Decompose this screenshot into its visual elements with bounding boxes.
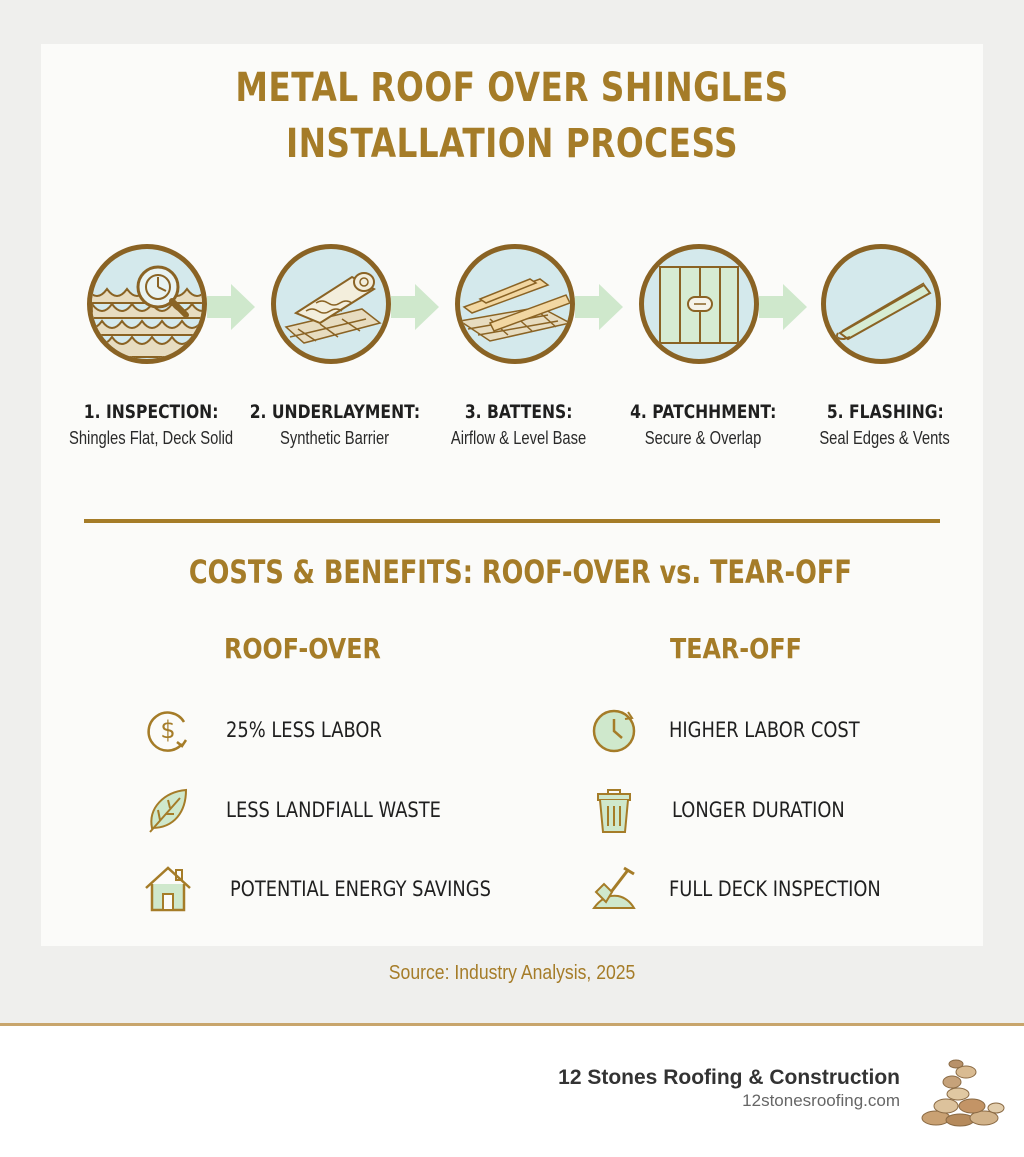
- dollar-savings-icon: [142, 704, 194, 756]
- house-icon: [142, 862, 194, 914]
- arrow-right-icon: [207, 282, 257, 332]
- title-line-1: METAL ROOF OVER SHINGLES: [235, 65, 789, 111]
- page-title: [0, 60, 1024, 172]
- step-description: Seal Edges & Vents: [819, 428, 951, 448]
- clock-icon: [588, 704, 640, 756]
- underlayment-roll-icon: [271, 244, 391, 364]
- company-website[interactable]: 12stonesroofing.com: [742, 1091, 900, 1110]
- tear-off-item: FULL DECK INSPECTION: [669, 877, 881, 901]
- step-description: Secure & Overlap: [644, 428, 762, 448]
- stones-logo-icon: [916, 1058, 1008, 1128]
- arrow-right-icon: [391, 282, 441, 332]
- roof-over-item: POTENTIAL ENERGY SAVINGS: [230, 877, 491, 901]
- tear-off-heading: TEAR-OFF: [670, 632, 802, 665]
- roof-over-item: LESS LANDFIALL WASTE: [226, 798, 441, 822]
- inspection-shingles-icon: [87, 244, 207, 364]
- shovel-icon: [588, 862, 640, 914]
- step-description: Airflow & Level Base: [451, 428, 587, 448]
- step-title: 1. INSPECTION:: [83, 401, 219, 423]
- svg-text:$: $: [160, 716, 176, 744]
- step-title: 5. FLASHING:: [826, 401, 944, 423]
- step-title: 3. BATTENS:: [465, 401, 573, 423]
- step-title: 4. PATCHHMENT:: [629, 401, 777, 423]
- company-name: 12 Stones Roofing & Construction: [558, 1066, 900, 1089]
- tear-off-item: LONGER DURATION: [672, 798, 845, 822]
- tear-off-item: HIGHER LABOR COST: [669, 718, 860, 742]
- trash-can-icon: [588, 784, 640, 836]
- arrow-right-icon: [759, 282, 809, 332]
- leaf-icon: [142, 784, 194, 836]
- arrow-right-icon: [575, 282, 625, 332]
- roof-over-heading: ROOF-OVER: [224, 632, 381, 665]
- title-line-2: INSTALLATION PROCESS: [285, 121, 739, 167]
- section-divider: [84, 519, 940, 523]
- source-note: Source: Industry Analysis, 2025: [388, 962, 636, 984]
- metal-panel-icon: [639, 244, 759, 364]
- flashing-icon: [821, 244, 941, 364]
- comparison-heading: COSTS & BENEFITS: ROOF-OVER vs. TEAR-OFF: [188, 553, 852, 591]
- battens-icon: [455, 244, 575, 364]
- step-description: Synthetic Barrier: [280, 428, 390, 448]
- step-description: Shingles Flat, Deck Solid: [68, 428, 234, 448]
- footer: [0, 1023, 1024, 1157]
- step-title: 2. UNDERLAYMENT:: [249, 401, 421, 423]
- roof-over-item: 25% LESS LABOR: [226, 718, 382, 742]
